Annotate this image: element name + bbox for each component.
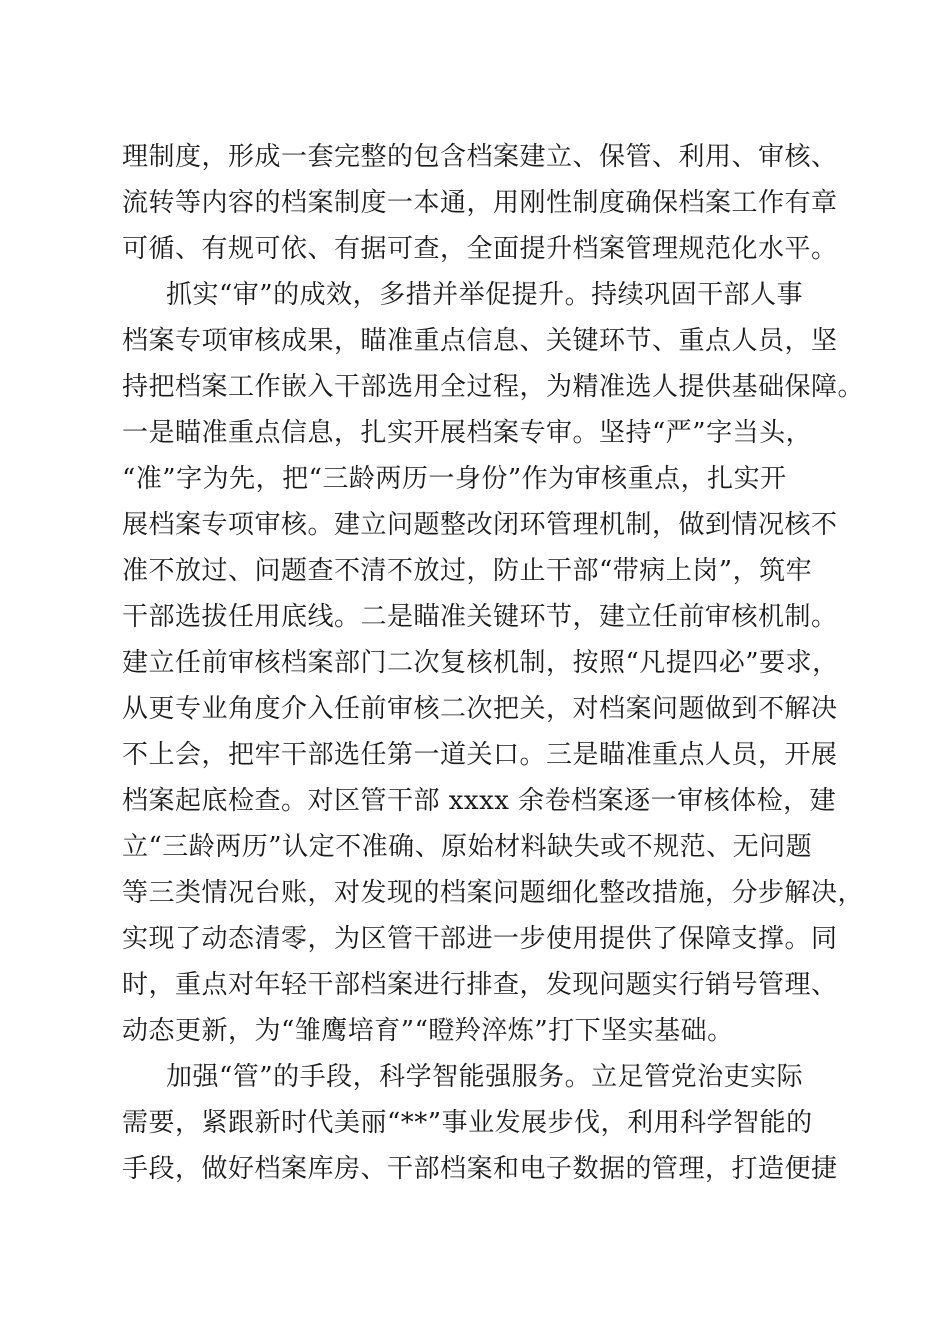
- text-line: 一是瞄准重点信息，扎实开展档案专审。坚持“严”字当头，: [122, 418, 813, 448]
- document-body: [122, 134, 865, 1192]
- text-line: 立“三龄两历”认定不准确、原始材料缺失或不规范、无问题: [122, 832, 813, 862]
- text-line: 时，重点对年轻干部档案进行排查，发现问题实行销号管理、: [122, 970, 838, 1000]
- text-line: 从更专业角度介入任前审核二次把关，对档案问题做到不解决: [122, 694, 838, 724]
- text-line: 实现了动态清零，为区管干部进一步使用提供了保障支撑。同: [122, 924, 838, 954]
- paragraph-start-line: 抓实“审”的成效，多措并举促提升。持续巩固干部人事: [166, 280, 804, 310]
- text-line: 等三类情况台账，对发现的档案问题细化整改措施，分步解决，: [122, 878, 865, 908]
- text-line: 流转等内容的档案制度一本通，用刚性制度确保档案工作有章: [122, 188, 838, 218]
- text-line: “准”字为先，把“三龄两历一身份”作为审核重点，扎实开: [122, 464, 787, 494]
- text-line: 展档案专项审核。建立问题整改闭环管理机制，做到情况核不: [122, 510, 838, 540]
- text-line: 不上会，把牢干部选任第一道关口。三是瞄准重点人员，开展: [122, 740, 838, 770]
- text-line: 档案专项审核成果，瞄准重点信息、关键环节、重点人员，坚: [122, 326, 838, 356]
- text-line: 理制度，形成一套完整的包含档案建立、保管、利用、审核、: [122, 142, 838, 172]
- text-line: 动态更新，为“雏鹰培育”“瞪羚淬炼”打下坚实基础。: [122, 1016, 734, 1046]
- text-line: 档案起底检查。对区管干部 xxxx 余卷档案逐一审核体检，建: [122, 786, 837, 816]
- text-line: 干部选拔任用底线。二是瞄准关键环节，建立任前审核机制。: [122, 602, 838, 632]
- text-line: 手段，做好档案库房、干部档案和电子数据的管理，打造便捷: [122, 1154, 838, 1184]
- paragraph-start-line: 加强“管”的手段，科学智能强服务。立足管党治吏实际: [166, 1062, 804, 1092]
- text-line: 可循、有规可依、有据可查，全面提升档案管理规范化水平。: [122, 234, 838, 264]
- text-line: 需要，紧跟新时代美丽“**”事业发展步伐，利用科学智能的: [122, 1108, 813, 1138]
- text-line: 建立任前审核档案部门二次复核机制，按照“凡提四必”要求，: [122, 648, 839, 678]
- text-line: 持把档案工作嵌入干部选用全过程，为精准选人提供基础保障。: [122, 372, 865, 402]
- text-line: 准不放过、问题查不清不放过，防止干部“带病上岗”，筑牢: [122, 556, 813, 586]
